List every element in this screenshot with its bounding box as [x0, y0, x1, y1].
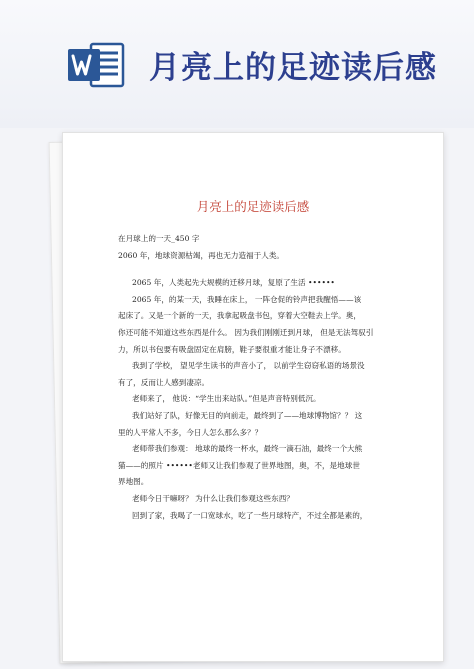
word-icon: [65, 34, 127, 96]
paragraph-line: 2065 年，的某一天，我睡在床上， 一阵仓促的铃声把我醒悟——该: [132, 294, 362, 304]
page-title: 月亮上的足迹读后感: [149, 50, 437, 86]
paragraph-line: 2060 年，地球资源枯竭，再也无力造福于人类。: [118, 250, 285, 260]
paragraph-line: 猫——的照片 ••••••老师又让我们参观了世界地图，奥，不，是地球世: [118, 460, 360, 470]
paragraph-line: 有了，反而让人感到凄凉。: [118, 377, 210, 387]
paragraph-line: 力，所以书包要有吸盘固定在肩膀，鞋子要很重才能让身子不漂移。: [118, 344, 346, 354]
paragraph-line: 老师今日干嘛呀？ 为什么让我们参观这些东西？: [132, 493, 294, 503]
paragraph-line: 回到了家，我喝了一口宽球水，吃了一些月球特产，不过全都是素的，: [132, 510, 368, 520]
paragraph-line: 我们站好了队，好像无目的向前走，最终到了——地球博物馆？？ 这: [132, 410, 363, 420]
paragraph-gap: [118, 264, 418, 275]
document-page: [62, 132, 444, 662]
paragraph-line: 老师带我们参观： 地球的最终一杯水，最终一滴石油，最终一个大熊: [132, 444, 363, 454]
paragraph-line: 我到了学校， 望见学生读书的声音小了， 以前学生窃窃私语的场景没: [132, 361, 365, 371]
paragraph-line: 你还可能不知道这些东西是什么。 因为我们刚刚迁到月球， 但是无法驾驭引: [118, 327, 374, 337]
document-body: [118, 231, 418, 524]
document-title: 月亮上的足迹读后感: [196, 199, 310, 214]
paragraph-line: 老师来了， 他说：“学生出来站队。”但是声音特别低沉。: [132, 394, 321, 404]
paragraph-line: 起床了。又是一个新的一天，我拿起吸盘书包，穿着大空鞋去上学。奥，: [118, 311, 361, 321]
paragraph-line: 2065 年，人类起先大规模的迁移月球，复原了生活 ••••••: [132, 278, 335, 288]
header-banner: [0, 0, 474, 128]
paragraph-line: 在月球上的一天_450 字: [118, 234, 200, 243]
paragraph-line: 里的人平常人不多，今日人怎么那么多？？: [118, 427, 263, 437]
paragraph-line: 界地图。: [118, 477, 149, 487]
